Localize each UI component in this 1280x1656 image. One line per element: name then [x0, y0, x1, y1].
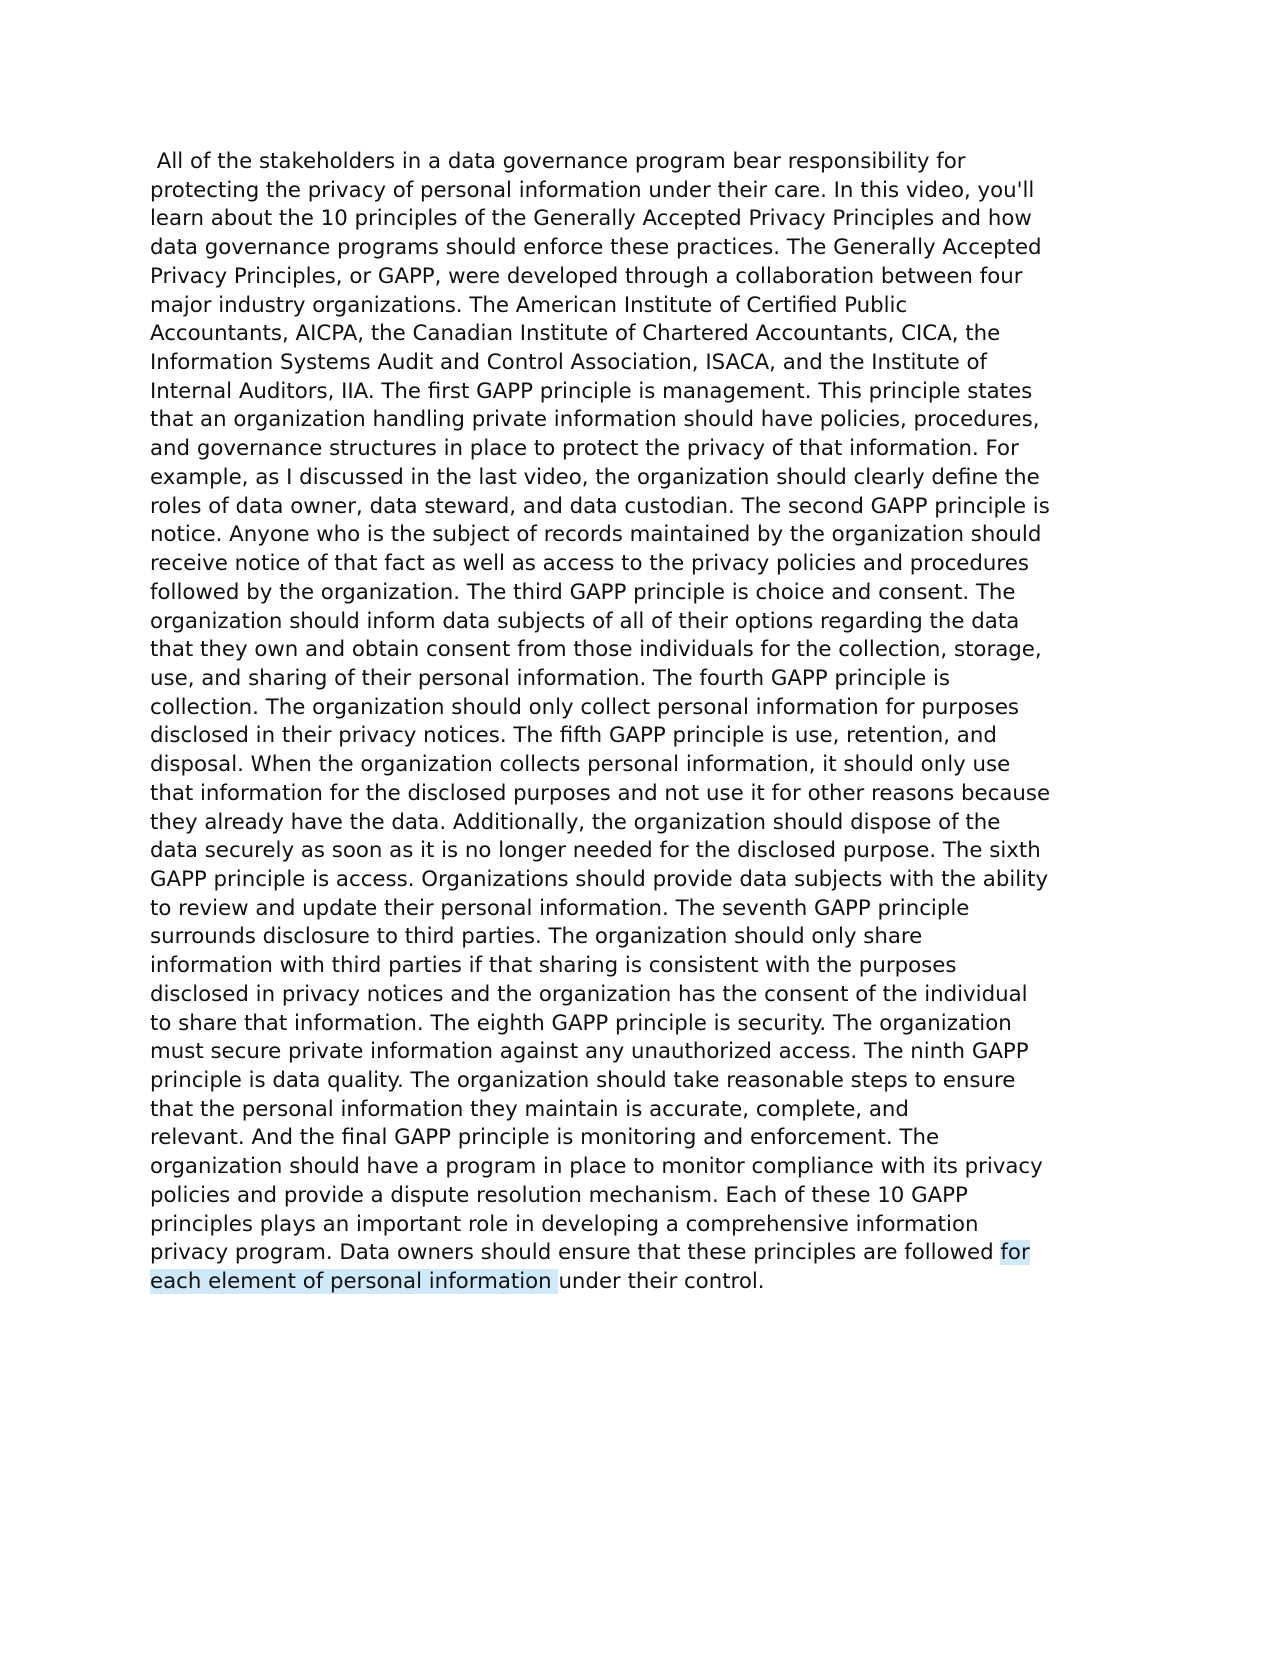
- text-line: that the personal information they maintain is accurate, complete, and: [150, 1096, 909, 1122]
- text-line: Internal Auditors, IIA. The first GAPP principle is management. This principle states: [150, 378, 1033, 404]
- text-line: receive notice of that fact as well as access to the privacy policies and procedures: [150, 551, 1029, 577]
- text-line: protecting the privacy of personal information under their care. In this video, you'll: [150, 177, 1035, 203]
- highlighted-text: for: [1000, 1240, 1030, 1266]
- text-line: disposal. When the organization collects personal information, it should only use: [150, 752, 1011, 778]
- text-line: example, as I discussed in the last video, the organization should clearly define the: [150, 464, 1040, 490]
- text-line: that they own and obtain consent from those individuals for the collection, storage,: [150, 637, 1042, 663]
- text-line: GAPP principle is access. Organizations should provide data subjects with the ability: [150, 866, 1049, 892]
- text-line: information with third parties if that sharing is consistent with the purposes: [150, 953, 957, 979]
- text-line: to share that information. The eighth GAPP principle is security. The organization: [150, 1010, 1012, 1036]
- text-line: surrounds disclosure to third parties. The organization should only share: [150, 924, 923, 950]
- text-line: disclosed in privacy notices and the organization has the consent of the individual: [150, 981, 1028, 1007]
- text-line: and governance structures in place to protect the privacy of that information. For: [150, 436, 1019, 462]
- text-line: notice. Anyone who is the subject of records maintained by the organization should: [150, 522, 1042, 548]
- text-line: that information for the disclosed purposes and not use it for other reasons because: [150, 780, 1051, 806]
- text-line: data securely as soon as it is no longer needed for the disclosed purpose. The sixth: [150, 838, 1041, 864]
- text-line: learn about the 10 principles of the Generally Accepted Privacy Principles and how: [150, 206, 1032, 232]
- text-line: principles plays an important role in developing a comprehensive information: [150, 1211, 979, 1237]
- text-line: that an organization handling private information should have policies, procedures,: [150, 407, 1040, 433]
- text-line: they already have the data. Additionally, the organization should dispose of the: [150, 809, 1001, 835]
- text-line: policies and provide a dispute resolution mechanism. Each of these 10 GAPP: [150, 1182, 968, 1208]
- text-line: followed by the organization. The third GAPP principle is choice and consent. The: [150, 579, 1016, 605]
- text-line: Privacy Principles, or GAPP, were developed through a collaboration between four: [150, 263, 1023, 289]
- text-line: use, and sharing of their personal information. The fourth GAPP principle is: [150, 665, 950, 691]
- text-line: principle is data quality. The organization should take reasonable steps to ensure: [150, 1068, 1016, 1093]
- text-line: must secure private information against any unauthorized access. The ninth GAPP: [150, 1039, 1029, 1065]
- text-line: All of the stakeholders in a data governance program bear responsibility for: [150, 149, 966, 174]
- text-segment: under their control.: [558, 1269, 765, 1295]
- text-segment: privacy program. Data owners should ensure that these principles are followed: [150, 1240, 1001, 1266]
- text-line: [150, 1239, 1130, 1268]
- text-line: organization should have a program in place to monitor compliance with its privacy: [150, 1154, 1043, 1180]
- text-line: organization should inform data subjects of all of their options regarding the data: [150, 608, 1020, 634]
- text-line: data governance programs should enforce these practices. The Generally Accepted: [150, 235, 1042, 261]
- highlighted-text: each element of personal information: [150, 1269, 559, 1295]
- text-line: Accountants, AICPA, the Canadian Institute of Chartered Accountants, CICA, the: [150, 321, 1001, 347]
- text-line: [150, 1268, 1130, 1297]
- text-line: roles of data owner, data steward, and data custodian. The second GAPP principle is: [150, 493, 1050, 519]
- text-line: collection. The organization should only collect personal information for purposes: [150, 694, 1020, 720]
- text-line: to review and update their personal information. The seventh GAPP principle: [150, 895, 970, 921]
- text-line: Information Systems Audit and Control Association, ISACA, and the Institute of: [150, 350, 988, 376]
- text-line: disclosed in their privacy notices. The fifth GAPP principle is use, retention, and: [150, 723, 997, 749]
- transcript-text: [150, 148, 1130, 1297]
- text-line: relevant. And the final GAPP principle is monitoring and enforcement. The: [150, 1125, 940, 1151]
- text-line: major industry organizations. The American Institute of Certified Public: [150, 292, 908, 318]
